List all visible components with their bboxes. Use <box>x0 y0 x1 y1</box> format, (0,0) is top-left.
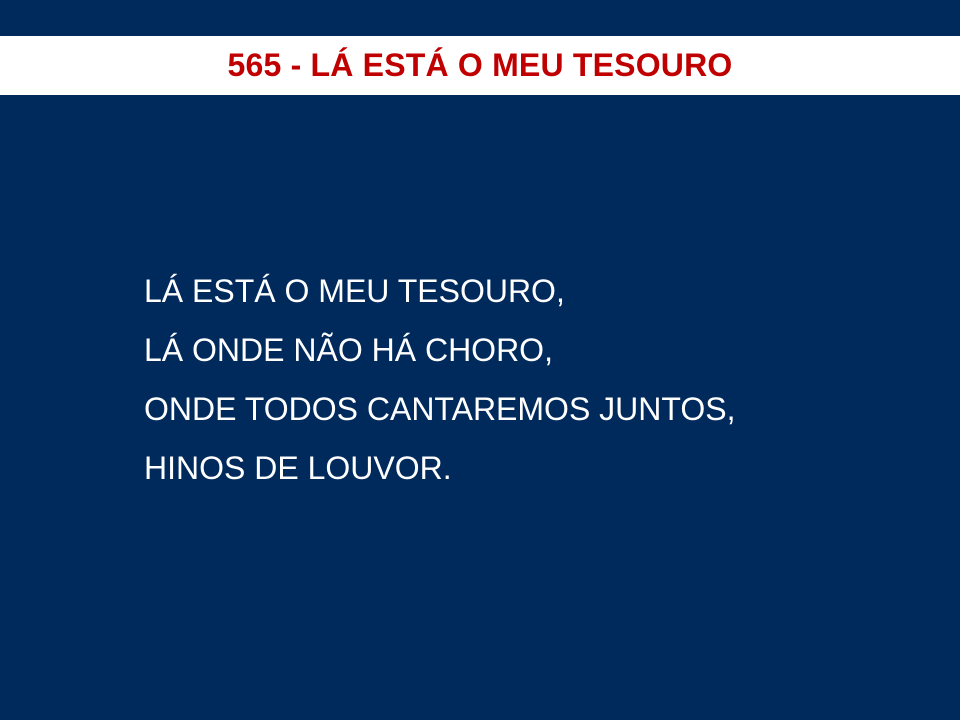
lyric-line: ONDE TODOS CANTAREMOS JUNTOS, <box>144 391 736 427</box>
title-bar <box>0 36 960 95</box>
lyric-line: LÁ ESTÁ O MEU TESOURO, <box>144 273 565 309</box>
lyrics-block <box>144 262 924 498</box>
hymn-title: 565 - LÁ ESTÁ O MEU TESOURO <box>227 47 733 83</box>
lyric-line: HINOS DE LOUVOR. <box>144 450 452 486</box>
lyric-line: LÁ ONDE NÃO HÁ CHORO, <box>144 332 553 368</box>
